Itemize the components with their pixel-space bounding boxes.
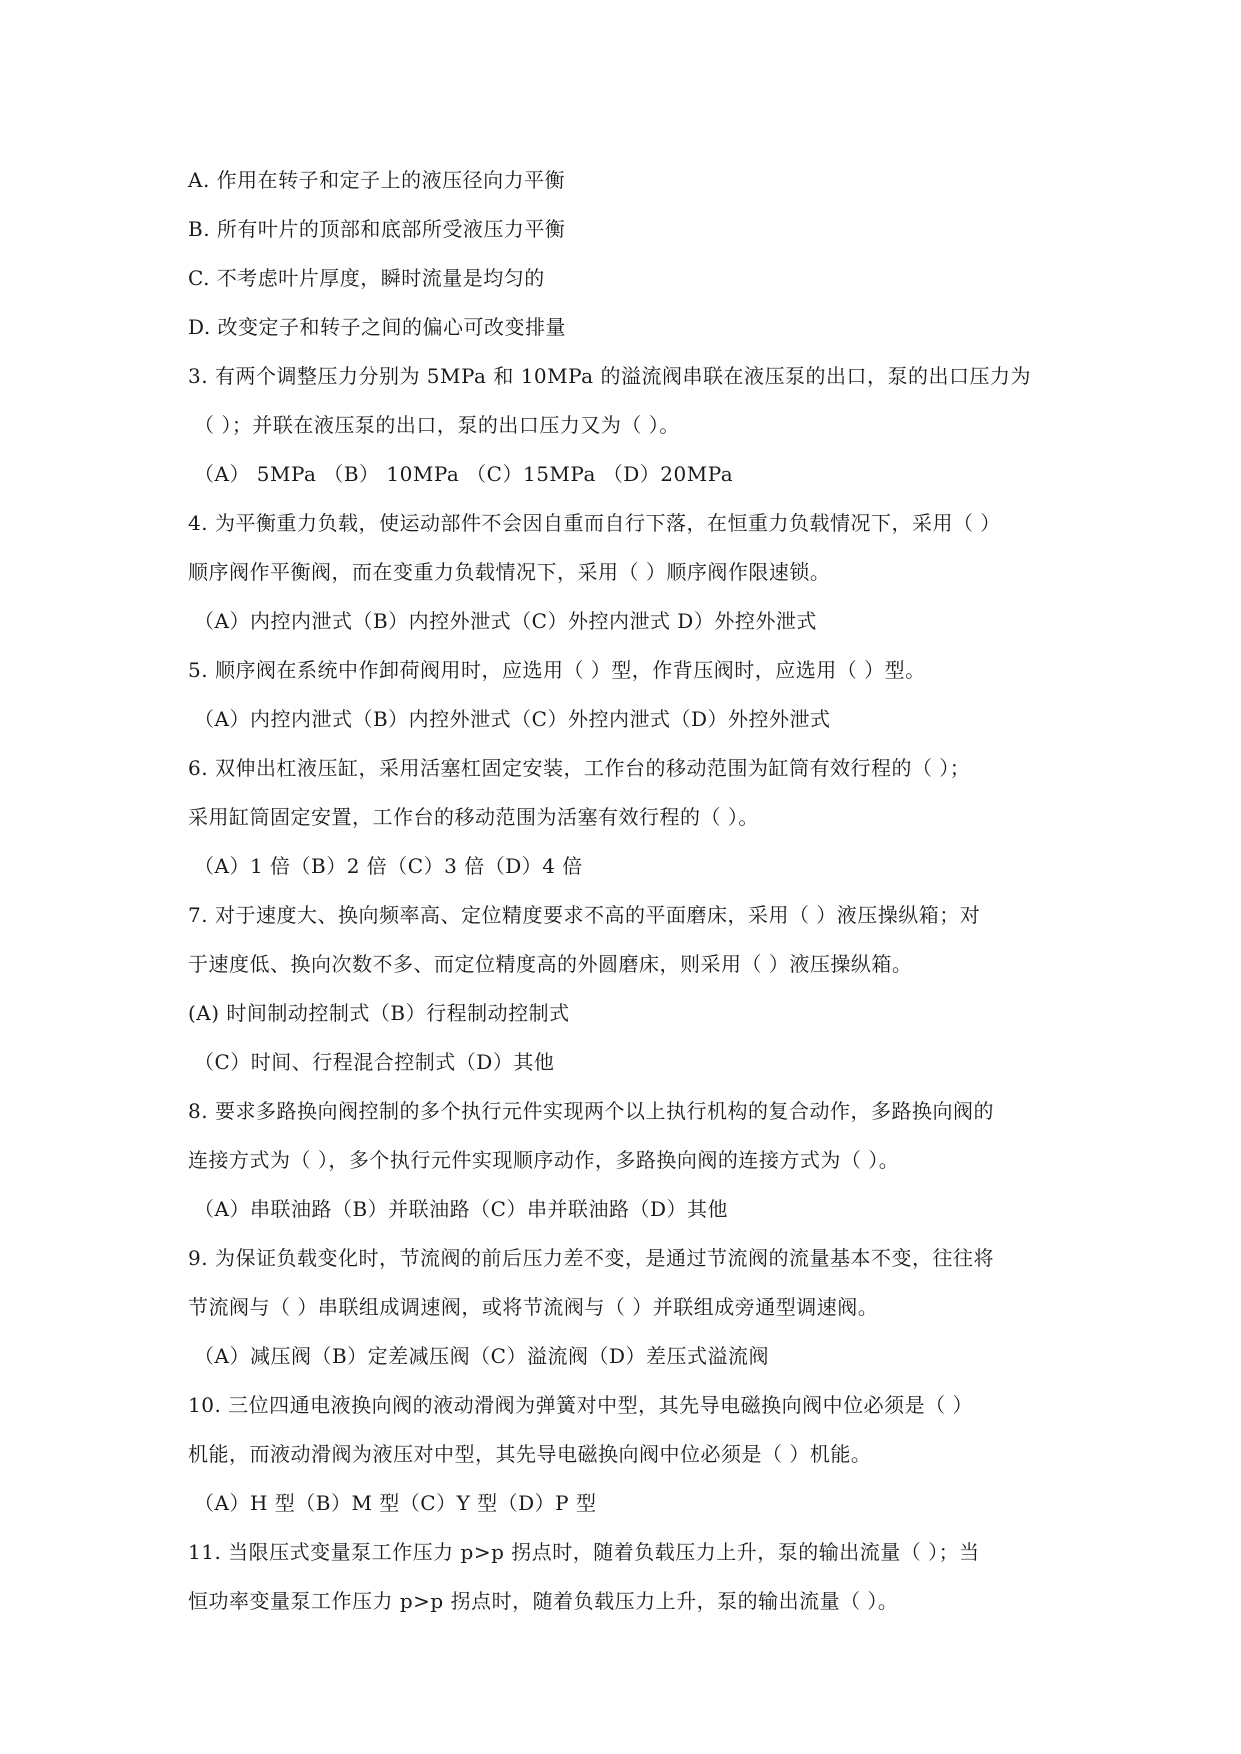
option-a-line: A. 作用在转子和定子上的液压径向力平衡 <box>188 168 566 192</box>
question-7-options-1: (A) 时间制动控制式（B）行程制动控制式 <box>188 1001 570 1025</box>
question-10-line-1: 10. 三位四通电液换向阀的液动滑阀为弹簧对中型，其先导电磁换向阀中位必须是（ ） <box>188 1393 974 1417</box>
question-11-line-2: 恒功率变量泵工作压力 p>p 拐点时，随着负载压力上升，泵的输出流量（ ）。 <box>188 1589 899 1613</box>
question-4-options: （A）内控内泄式（B）内控外泄式（C）外控内泄式 D）外控外泄式 <box>194 609 817 633</box>
question-6-line-1: 6. 双伸出杠液压缸，采用活塞杠固定安装，工作台的移动范围为缸筒有效行程的（ ）； <box>188 756 971 780</box>
question-11-line-1: 11. 当限压式变量泵工作压力 p>p 拐点时，随着负载压力上升，泵的输出流量（ ）；当 <box>188 1540 980 1564</box>
question-9-line-2: 节流阀与（ ）串联组成调速阀，或将节流阀与（ ）并联组成旁通型调速阀。 <box>188 1295 879 1319</box>
question-4-line-2: 顺序阀作平衡阀，而在变重力负载情况下，采用（ ）顺序阀作限速锁。 <box>188 560 831 584</box>
question-9-line-1: 9. 为保证负载变化时，节流阀的前后压力差不变，是通过节流阀的流量基本不变，往往将 <box>188 1246 994 1270</box>
question-10-line-2: 机能，而液动滑阀为液压对中型，其先导电磁换向阀中位必须是（ ）机能。 <box>188 1442 872 1466</box>
question-7-line-2: 于速度低、换向次数不多、而定位精度高的外圆磨床，则采用（ ）液压操纵箱。 <box>188 952 913 976</box>
question-9-options: （A）减压阀（B）定差减压阀（C）溢流阀（D）差压式溢流阀 <box>194 1344 769 1368</box>
question-3-line-1: 3. 有两个调整压力分别为 5MPa 和 10MPa 的溢流阀串联在液压泵的出口，泵的出口压力为 <box>188 364 1031 388</box>
question-8-line-1: 8. 要求多路换向阀控制的多个执行元件实现两个以上执行机构的复合动作，多路换向阀的 <box>188 1099 994 1123</box>
option-b-line: B. 所有叶片的顶部和底部所受液压力平衡 <box>188 217 566 241</box>
question-4-line-1: 4. 为平衡重力负载，使运动部件不会因自重而自行下落，在恒重力负载情况下，采用（ ） <box>188 511 1001 535</box>
question-6-options: （A）1 倍（B）2 倍（C）3 倍（D）4 倍 <box>194 854 583 878</box>
question-7-options-2: （C）时间、行程混合控制式（D）其他 <box>194 1050 555 1074</box>
question-7-line-1: 7. 对于速度大、换向频率高、定位精度要求不高的平面磨床，采用（ ）液压操纵箱；对 <box>188 903 981 927</box>
question-8-options: （A）串联油路（B）并联油路（C）串并联油路（D）其他 <box>194 1197 728 1221</box>
question-text-block <box>188 156 1088 1626</box>
question-5-line-1: 5. 顺序阀在系统中作卸荷阀用时，应选用（ ）型，作背压阀时，应选用（ ）型。 <box>188 658 926 682</box>
question-3-options: （A） 5MPa （B） 10MPa （C）15MPa （D）20MPa <box>194 462 734 486</box>
question-6-line-2: 采用缸筒固定安置，工作台的移动范围为活塞有效行程的（ ）。 <box>188 805 759 829</box>
question-10-options: （A）H 型（B）M 型（C）Y 型（D）P 型 <box>194 1491 597 1515</box>
question-5-options: （A）内控内泄式（B）内控外泄式（C）外控内泄式（D）外控外泄式 <box>194 707 831 731</box>
question-3-line-2: （ ）；并联在液压泵的出口，泵的出口压力又为（ ）。 <box>194 413 680 437</box>
option-c-line: C. 不考虑叶片厚度，瞬时流量是均匀的 <box>188 266 545 290</box>
option-d-line: D. 改变定子和转子之间的偏心可改变排量 <box>188 315 567 339</box>
question-8-line-2: 连接方式为（ ），多个执行元件实现顺序动作，多路换向阀的连接方式为（ ）。 <box>188 1148 900 1172</box>
